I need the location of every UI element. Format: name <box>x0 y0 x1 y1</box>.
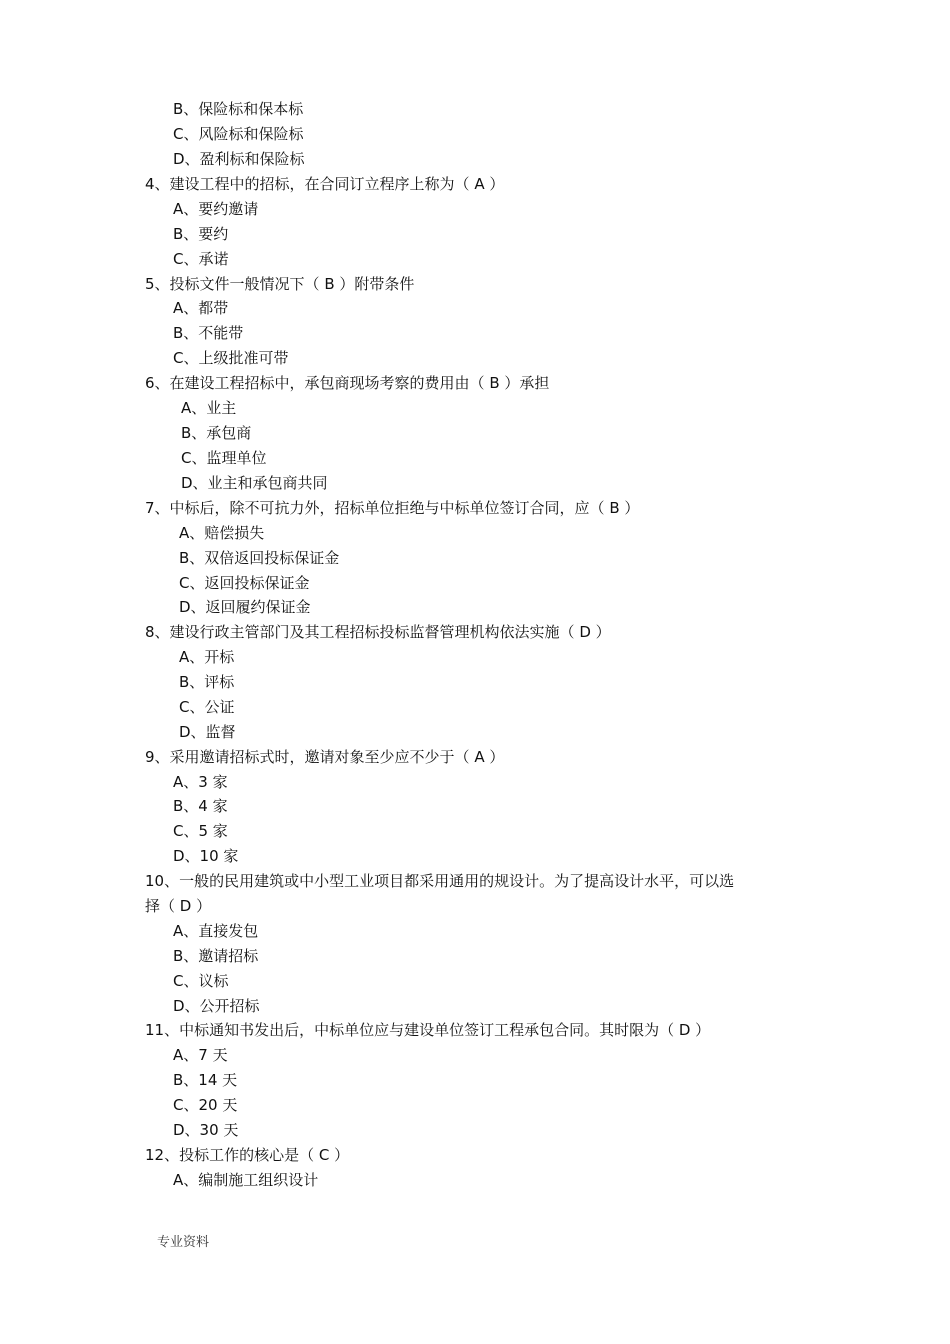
q6-option-b: B、承包商 <box>181 424 252 442</box>
question-6: 6、在建设工程招标中，承包商现场考察的费用由（ B ）承担 <box>145 374 550 392</box>
q3-option-d: D、盈利标和保险标 <box>173 150 305 168</box>
question-9: 9、采用邀请招标式时，邀请对象至少应不少于（ A ） <box>145 748 505 766</box>
q4-option-b: B、要约 <box>173 225 229 243</box>
q4-option-a: A、要约邀请 <box>173 200 259 218</box>
q5-option-a: A、都带 <box>173 299 229 317</box>
q7-option-c: C、返回投标保证金 <box>179 574 310 592</box>
q9-option-b: B、4 家 <box>173 797 228 815</box>
question-4: 4、建设工程中的招标，在合同订立程序上称为（ A ） <box>145 175 505 193</box>
question-10: 10、一般的民用建筑或中小型工业项目都采用通用的规设计。为了提高设计水平，可以选 <box>145 872 735 890</box>
q8-option-b: B、评标 <box>179 673 235 691</box>
q8-option-c: C、公证 <box>179 698 235 716</box>
q12-option-a: A、编制施工组织设计 <box>173 1171 319 1189</box>
q3-option-c: C、风险标和保险标 <box>173 125 304 143</box>
q7-option-b: B、双倍返回投标保证金 <box>179 549 340 567</box>
q4-option-c: C、承诺 <box>173 250 229 268</box>
q11-option-a: A、7 天 <box>173 1046 228 1064</box>
question-7: 7、中标后，除不可抗力外，招标单位拒绝与中标单位签订合同，应（ B ） <box>145 499 640 517</box>
q8-option-d: D、监督 <box>179 723 236 741</box>
q5-option-b: B、不能带 <box>173 324 244 342</box>
q10-option-c: C、议标 <box>173 972 229 990</box>
q9-option-a: A、3 家 <box>173 773 228 791</box>
q11-option-d: D、30 天 <box>173 1121 239 1139</box>
q10-option-b: B、邀请招标 <box>173 947 259 965</box>
question-8: 8、建设行政主管部门及其工程招标投标监督管理机构依法实施（ D ） <box>145 623 611 641</box>
q8-option-a: A、开标 <box>179 648 235 666</box>
q6-option-a: A、业主 <box>181 399 237 417</box>
q5-option-c: C、上级批准可带 <box>173 349 289 367</box>
question-10-continued: 择（ D ） <box>145 897 212 915</box>
question-12: 12、投标工作的核心是（ C ） <box>145 1146 350 1164</box>
q9-option-d: D、10 家 <box>173 847 239 865</box>
q6-option-c: C、监理单位 <box>181 449 267 467</box>
q6-option-d: D、业主和承包商共同 <box>181 474 328 492</box>
q3-option-b: B、保险标和保本标 <box>173 100 304 118</box>
q7-option-a: A、赔偿损失 <box>179 524 265 542</box>
q7-option-d: D、返回履约保证金 <box>179 598 311 616</box>
page-footer: 专业资料 <box>157 1235 210 1250</box>
question-11: 11、中标通知书发出后，中标单位应与建设单位签订工程承包合同。其时限为（ D ） <box>145 1021 711 1039</box>
q10-option-a: A、直接发包 <box>173 922 259 940</box>
question-5: 5、投标文件一般情况下（ B ）附带条件 <box>145 275 415 293</box>
q11-option-b: B、14 天 <box>173 1071 238 1089</box>
q9-option-c: C、5 家 <box>173 822 228 840</box>
q11-option-c: C、20 天 <box>173 1096 238 1114</box>
q10-option-d: D、公开招标 <box>173 997 260 1015</box>
